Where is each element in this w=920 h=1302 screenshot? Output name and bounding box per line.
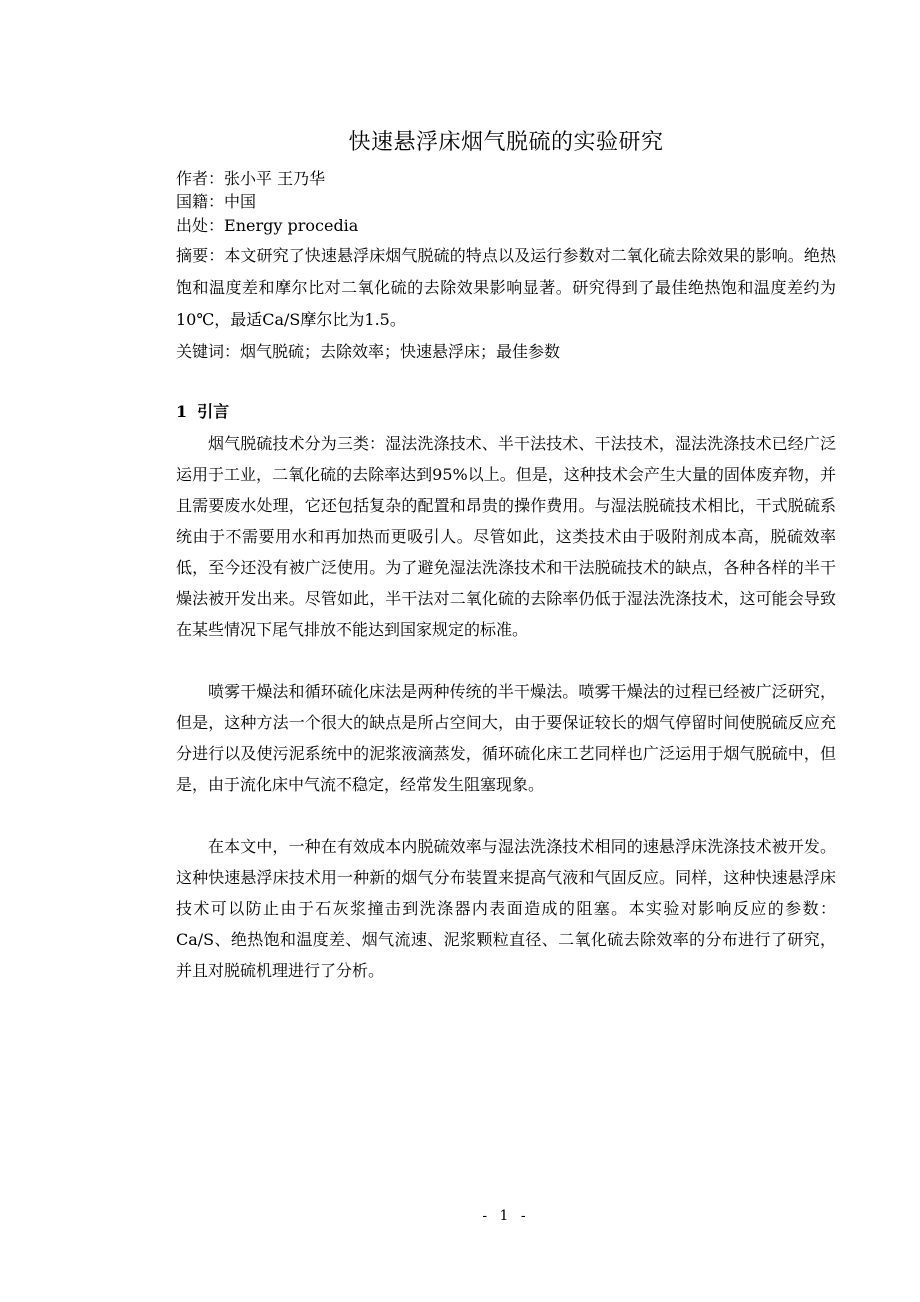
body-paragraph: 喷雾干燥法和循环硫化床法是两种传统的半干燥法。喷雾干燥法的过程已经被广泛研究，但是，这种方法一个很大的缺点是所占空间大，由于要保证较长的烟气停留时间使脱硫反应充分进行以及使污泥系统中的泥浆液滴蒸发，循环硫化床工艺同样也广泛运用于烟气脱硫中，但是，由于流化床中气流不稳定，经常发生阻塞现象。	[176, 682, 836, 794]
keywords	[176, 336, 836, 368]
abstract-text: 本文研究了快速悬浮床烟气脱硫的特点以及运行参数对二氧化硫去除效果的影响。绝热饱和温度差和摩尔比对二氧化硫的去除效果影响显著。研究得到了最佳绝热饱和温度差约为10℃，最适Ca/S摩尔比为1.5。	[176, 246, 836, 329]
source-value: Energy procedia	[224, 216, 359, 235]
source-label: 出处：	[176, 216, 225, 235]
author-label: 作者：	[176, 169, 225, 188]
body-paragraph: 在本文中，一种在有效成本内脱硫效率与湿法洗涤技术相同的速悬浮床洗涤技术被开发。这种快速悬浮床技术用一种新的烟气分布装置来提高气液和气固反应。同样，这种快速悬浮床技术可以防止由于石灰浆撞击到洗涤器内表面造成的阻塞。本实验对影响反应的参数：Ca/S、绝热饱和温度差、烟气流速、泥浆颗粒直径、二氧化硫去除效率的分布进行了研究，并且对脱硫机理进行了分析。	[176, 837, 836, 980]
section-title: 引言	[197, 402, 230, 421]
document-page	[176, 0, 836, 1302]
section-heading	[176, 396, 836, 428]
country-label: 国籍：	[176, 192, 225, 211]
abstract	[176, 240, 836, 336]
section-number: 1	[176, 402, 188, 421]
country-line	[176, 191, 836, 213]
page-number: - 1 -	[482, 1208, 530, 1224]
author-value: 张小平 王乃华	[224, 169, 326, 188]
author-line	[176, 168, 836, 190]
body-paragraph: 烟气脱硫技术分为三类：湿法洗涤技术、半干法技术、干法技术，湿法洗涤技术已经广泛运用于工业，二氧化硫的去除率达到95%以上。但是，这种技术会产生大量的固体废弃物，并且需要废水处理，它还包括复杂的配置和昂贵的操作费用。与湿法脱硫技术相比，干式脱硫系统由于不需要用水和再加热而更吸引人。尽管如此，这类技术由于吸附剂成本高，脱硫效率低，至今还没有被广泛使用。为了避免湿法洗涤技术和干法脱硫技术的缺点，各种各样的半干燥法被开发出来。尽管如此，半干法对二氧化硫的去除率仍低于湿法洗涤技术，这可能会导致在某些情况下尾气排放不能达到国家规定的标准。	[176, 434, 836, 639]
country-value: 中国	[224, 192, 257, 211]
source-line	[176, 215, 836, 237]
keywords-text: 烟气脱硫；去除效率；快速悬浮床；最佳参数	[240, 342, 561, 361]
document-title: 快速悬浮床烟气脱硫的实验研究	[348, 130, 664, 155]
abstract-label: 摘要：	[176, 246, 225, 265]
keywords-label: 关键词：	[176, 342, 241, 361]
